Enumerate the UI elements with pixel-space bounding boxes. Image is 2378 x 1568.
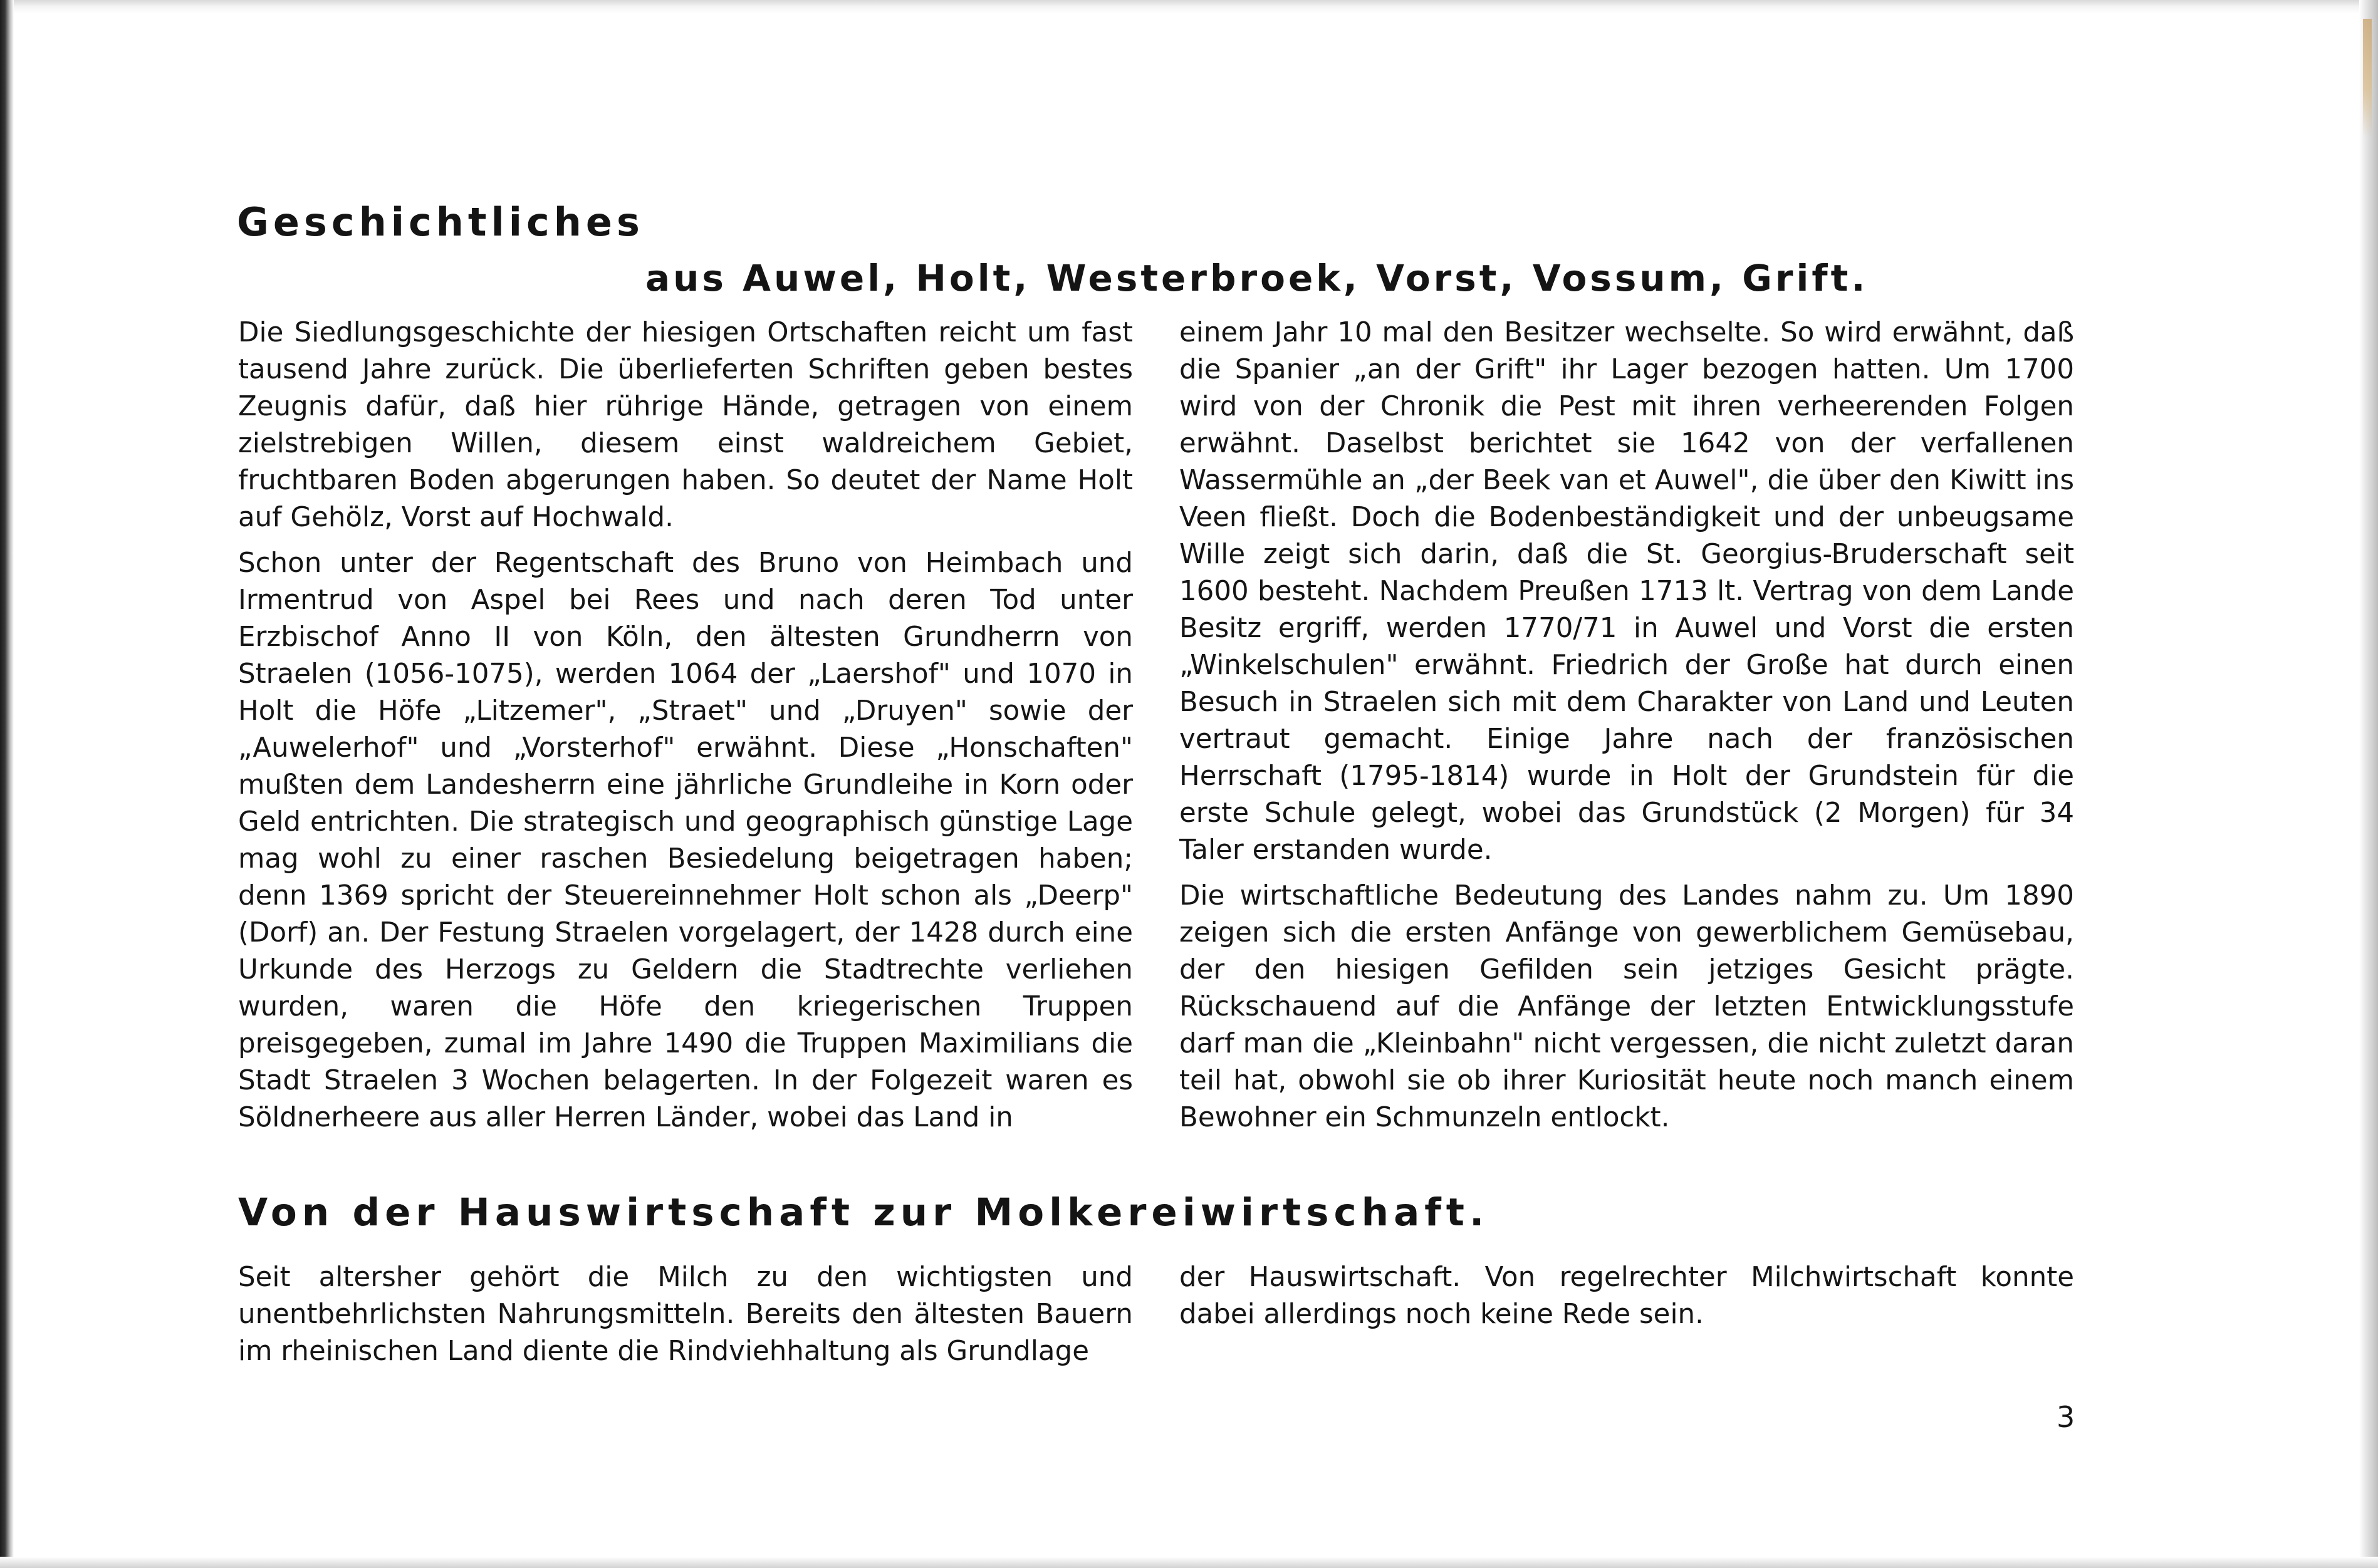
section-1-right-column <box>1179 314 2074 1136</box>
page-edge-bottom <box>0 1557 2378 1568</box>
page-binding-edge <box>0 0 14 1568</box>
section-2-heading: Von der Hauswirtschaft zur Molkereiwirtschaft. <box>238 1190 1489 1235</box>
paragraph: einem Jahr 10 mal den Besitzer wechselte. So wird erwähnt, daß die Spanier „an der Grift" ihr Lager bezogen hatten. Um 1700 wird von der Chronik die Pest mit ihren verheerenden Folgen erwähnt. Daselbst berichtet sie 1642 von der verfallenen Wassermühle an „der Beek van et Auwel", die über den Kiwitt ins Veen fließt. Doch die Bodenbeständigkeit und der unbeugsame Wille zeigt sich darin, daß die St. Georgius-Bruderschaft seit 1600 besteht. Nachdem Preußen 1713 lt. Vertrag von dem Lande Besitz ergriff, werden 1770/71 in Auwel und Vorst die ersten „Winkelschulen" erwähnt. Friedrich der Große hat durch einen Besuch in Straelen sich mit dem Charakter von Land und Leuten vertraut gemacht. Einige Jahre nach der französischen Herrschaft (1795-1814) wurde in Holt der Grundstein für die erste Schule gelegt, wobei das Grundstück (2 Morgen) für 34 Taler erstanden wurde. <box>1179 317 2074 866</box>
section-2-right-column <box>1179 1259 2074 1333</box>
page-edge-right <box>2359 0 2378 1568</box>
paragraph: Schon unter der Regentschaft des Bruno von Heimbach und Irmentrud von Aspel bei Rees und nach deren Tod unter Erzbischof Anno II von Köln, den ältesten Grundherrn von Straelen (1056-1075), werden 1064 der „Laershof" und 1070 in Holt die Höfe „Litzemer", „Straet" und „Druyen" sowie der „Auwelerhof" und „Vorsterhof" erwähnt. Diese „Honschaften" mußten dem Landesherrn eine jährliche Grundleihe in Korn oder Geld entrichten. Die strategisch und geographisch günstige Lage mag wohl zu einer raschen Besiedelung beigetragen haben; denn 1369 spricht der Steuereinnehmer Holt schon als „Deerp" (Dorf) an. Der Festung Straelen vorgelagert, der 1428 durch eine Urkunde des Herzogs zu Geldern die Stadtrechte verliehen wurden, waren die Höfe den kriegerischen Truppen preisgegeben, zumal im Jahre 1490 die Truppen Maximilians die Stadt Straelen 3 Wochen belagerten. In der Folgezeit waren es Söldnerheere aus aller Herren Länder, wobei das Land in <box>238 548 1133 1133</box>
paper-stain <box>2363 19 2372 138</box>
page-edge-top <box>0 0 2378 14</box>
page-title: Geschichtliches <box>237 199 644 245</box>
paragraph: Seit altersher gehört die Milch zu den wichtigsten und unentbehrlichsten Nahrungsmitteln. Bereits den ältesten Bauern im rheinischen Land diente die Rindviehhaltung als Grundlage <box>238 1262 1133 1367</box>
paragraph: Die Siedlungsgeschichte der hiesigen Ortschaften reicht um fast tausend Jahre zurück. Die überlieferten Schriften geben bestes Zeugnis dafür, daß hier rührige Hände, getragen von einem zielstrebigen Willen, diesem einst waldreichem Gebiet, fruchtbaren Boden abgerungen haben. So deutet der Name Holt auf Gehölz, Vorst auf Hochwald. <box>238 317 1133 533</box>
paragraph: Die wirtschaftliche Bedeutung des Landes nahm zu. Um 1890 zeigen sich die ersten Anfänge von gewerblichem Gemüsebau, der den hiesigen Gefilden sein jetziges Gesicht prägte. Rückschauend auf die Anfänge der letzten Entwicklungsstufe darf man die „Kleinbahn" nicht vergessen, die nicht zuletzt daran teil hat, obwohl sie ob ihrer Kuriosität heute noch manch einem Bewohner ein Schmunzeln entlockt. <box>1179 880 2074 1133</box>
page-subtitle: aus Auwel, Holt, Westerbroek, Vorst, Vossum, Grift. <box>645 257 1869 299</box>
section-2-left-column <box>238 1259 1133 1370</box>
page-number: 3 <box>2057 1400 2075 1434</box>
section-1-left-column <box>238 314 1133 1136</box>
paragraph: der Hauswirtschaft. Von regelrechter Milchwirtschaft konnte dabei allerdings noch keine Rede sein. <box>1179 1262 2074 1330</box>
